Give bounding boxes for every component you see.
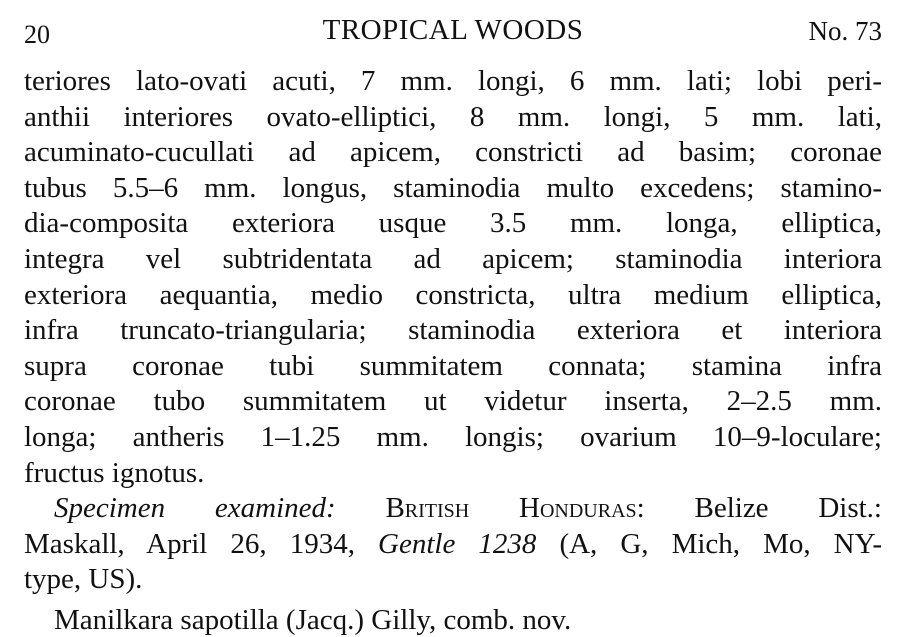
text-line: dia-composita exteriora usque 3.5 mm. longa, elliptica, xyxy=(24,207,882,240)
text-line: longa; antheris 1–1.25 mm. longis; ovarium 10–9-loculare; xyxy=(24,420,882,453)
page-number: 20 xyxy=(24,20,50,49)
text-line: teriores lato-ovati acuti, 7 mm. longi, 6 mm. lati; lobi peri- xyxy=(24,65,882,97)
collection-date: Maskall, April 26, 1934, xyxy=(24,527,355,560)
specimen-locality: British Honduras: xyxy=(385,492,645,525)
description-text xyxy=(24,64,882,598)
truncated-line: Manilkara sapotilla (Jacq.) Gilly, comb. nov. xyxy=(54,604,572,636)
running-header xyxy=(24,14,882,54)
specimen-district: Belize Dist.: xyxy=(694,492,882,525)
specimen-label: Specimen examined: xyxy=(54,492,336,525)
text-line: fructus ignotus. xyxy=(24,456,205,489)
journal-title: TROPICAL WOODS xyxy=(322,14,584,46)
specimen-line xyxy=(24,491,882,527)
text-line: exteriora aequantia, medio constricta, ultra medium elliptica, xyxy=(24,278,882,311)
text-line: coronae tubo summitatem ut videtur inserta, 2–2.5 mm. xyxy=(24,385,882,418)
collector-number: Gentle 1238 xyxy=(378,527,537,560)
specimen-line: type, US). xyxy=(24,563,143,596)
text-line: tubus 5.5–6 mm. longus, staminodia multo excedens; stamino- xyxy=(24,171,882,204)
specimen-line xyxy=(24,527,882,563)
text-line: anthii interiores ovato-elliptici, 8 mm. longi, 5 mm. lati, xyxy=(24,100,882,133)
issue-number: No. 73 xyxy=(808,16,882,46)
text-line: integra vel subtridentata ad apicem; staminodia interiora xyxy=(24,242,882,275)
herbaria-list: (A, G, Mich, Mo, NY- xyxy=(559,527,883,560)
text-line: infra truncato-triangularia; staminodia exteriora et interiora xyxy=(24,314,882,347)
text-line: supra coronae tubi summitatem connata; stamina infra xyxy=(24,349,882,382)
text-line: acuminato-cucullati ad apicem, constricti ad basim; coronae xyxy=(24,136,882,169)
